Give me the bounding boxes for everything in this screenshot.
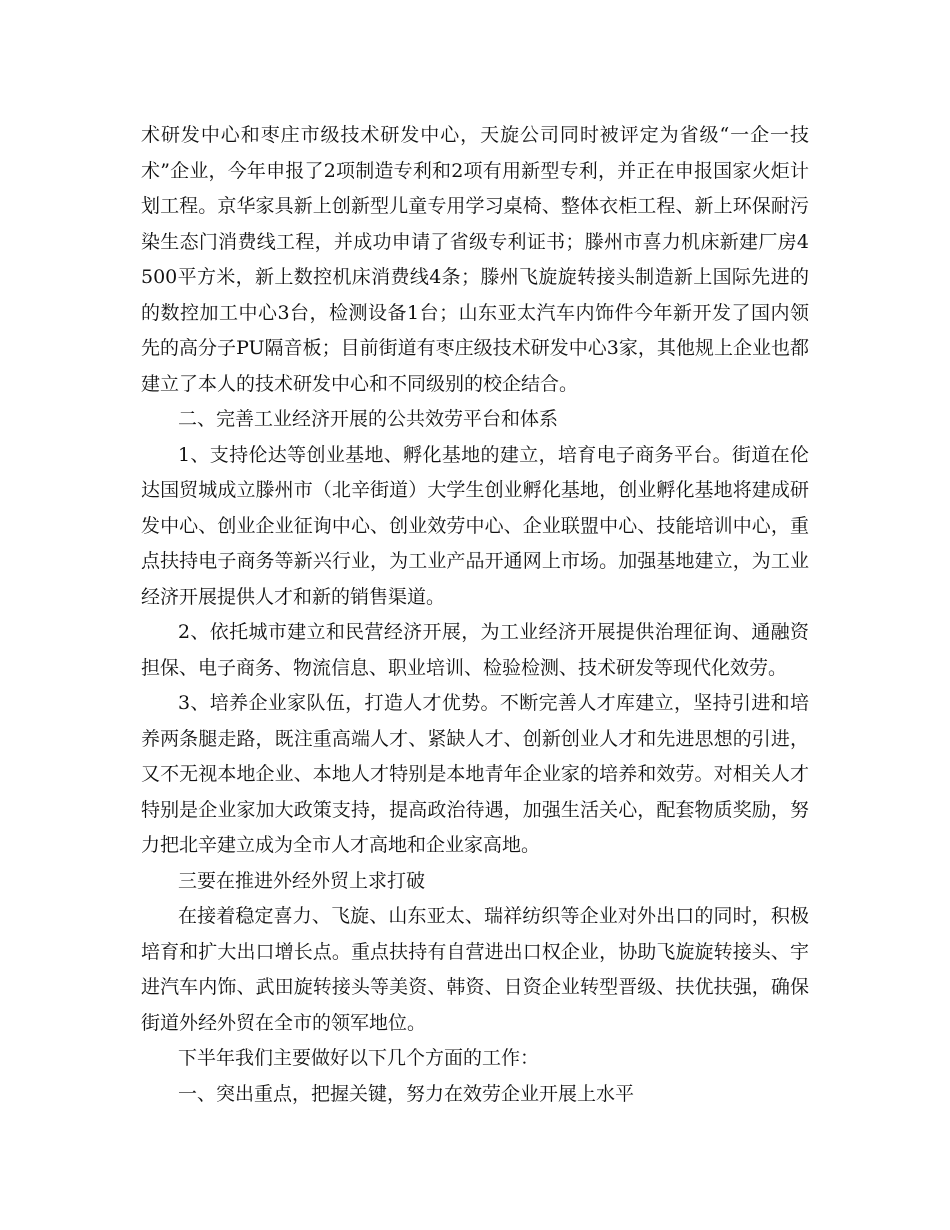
paragraph-item-2: 2、依托城市建立和民营经济开展，为工业经济开展提供治理征询、通融资担保、电子商务、物流信息、职业培训、检验检测、技术研发等现代化效劳。 (141, 621, 809, 679)
paragraph-second-half-intro: 下半年我们主要做好以下几个方面的工作： (178, 1047, 540, 1069)
document-body (141, 118, 809, 1112)
paragraph-foreign-trade: 在接着稳定喜力、飞旋、山东亚太、瑞祥纺织等企业对外出口的同时，积极培育和扩大出口增长点。重点扶持有自营进出口权企业，协助飞旋旋转接头、宇进汽车内饰、武田旋转接头等美资、韩资、日资企业转型晋级、扶优扶强，确保街道外经外贸在全市的领军地位。 (141, 905, 809, 1034)
section-heading-2: 二、完善工业经济开展的公共效劳平台和体系 (178, 408, 559, 430)
paragraph-item-3: 3、培养企业家队伍，打造人才优势。不断完善人才库建立，坚持引进和培养两条腿走路，既注重高端人才、紧缺人才、创新创业人才和先进思想的引进，又不无视本地企业、本地人才特别是本地青年企业家的培养和效劳。对相关人才特别是企业家加大政策支持，提高政治待遇，加强生活关心，配套物质奖励，努力把北辛建立成为全市人才高地和企业家高地。 (141, 692, 809, 856)
paragraph-item-1: 1、支持伦达等创业基地、孵化基地的建立，培育电子商务平台。街道在伦达国贸城成立滕州市（北辛街道）大学生创业孵化基地，创业孵化基地将建成研发中心、创业企业征询中心、创业效劳中心、企业联盟中心、技能培训中心，重点扶持电子商务等新兴行业，为工业产品开通网上市场。加强基地建立，为工业经济开展提供人才和新的销售渠道。 (141, 443, 809, 608)
paragraph-continued: 术研发中心和枣庄市级技术研发中心，天旋公司同时被评定为省级“一企一技术”企业，今年申报了2项制造专利和2项有用新型专利，并正在申报国家火炬计划工程。京华家具新上创新型儿童专用学习桌椅、整体衣柜工程、新上环保耐污染生态门消费线工程，并成功申请了省级专利证书；滕州市喜力机床新建厂房4500平方米，新上数控机床消费线4条；滕州飞旋旋转接头制造新上国际先进的的数控加工中心3台，检测设备1台；山东亚太汽车内饰件今年新开发了国内领先的高分子PU隔音板；目前街道有枣庄级技术研发中心3家，其他规上企业也都建立了本人的技术研发中心和不同级别的校企结合。 (141, 124, 809, 395)
section-heading-1: 一、突出重点，把握关键，努力在效劳企业开展上水平 (178, 1082, 635, 1105)
section-heading-3: 三要在推进外经外贸上求打破 (178, 869, 426, 892)
